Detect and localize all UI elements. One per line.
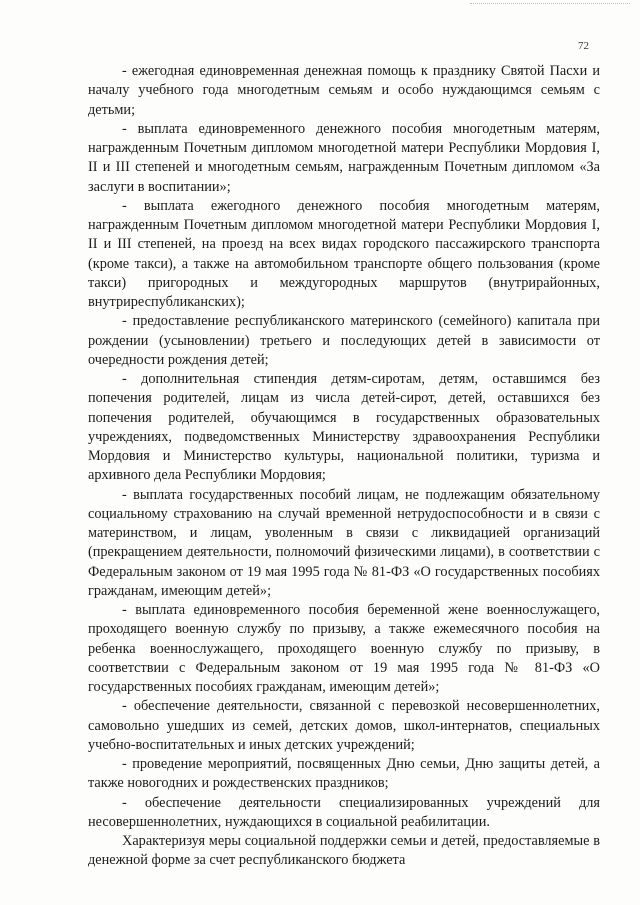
paragraph-easter-school-aid: - ежегодная единовременная денежная помощь к празднику Святой Пасхи и началу учебного года многодетным семьям и особо нуждающимся семьям с детьми;: [88, 63, 600, 118]
paragraph-transport-allowance: - выплата ежегодного денежного пособия многодетным матерям, награжденным Почетным дипломом многодетной матери Республики Мордовия I, II и III степеней, на проезд на всех видах городского пассажирского транспорта (кроме такси), а также на автомобильном транспорте общего пользования (кроме такси) пригородных и междугородных маршрутов (внутрирайонных, внутриреспубликанских);: [88, 197, 600, 310]
document-body: [88, 62, 600, 871]
paragraph-military-wife-benefit: - выплата единовременного пособия беременной жене военнослужащего, проходящего военную службу по призыву, а также ежемесячного пособия на ребенка военнослужащего, проходящего военную службу по призыву, в соответствии с Федеральным законом от 19 мая 1995 года № 81-ФЗ «О государственных пособиях гражданам, имеющим детей»;: [88, 602, 600, 695]
paragraph-rehab-institutions: - обеспечение деятельности специализированных учреждений для несовершеннолетних, нуждающихся в социальной реабилитации.: [88, 794, 600, 830]
paragraph-family-day-events: - проведение мероприятий, посвященных Дню семьи, Дню защиты детей, а также новогодних и рождественских праздников;: [88, 756, 600, 792]
paragraph-maternity-capital: - предоставление республиканского материнского (семейного) капитала при рождении (усыновлении) третьего и последующих детей в зависимости от очередности рождения детей;: [88, 313, 600, 368]
paragraph-orphan-stipend: - дополнительная стипендия детям-сиротам, детям, оставшимся без попечения родителей, лицам из числа детей-сирот, детей, оставшихся без попечения родителей, обучающимся в государственных образовательных учреждениях, подведомственных Министерству здравоохранения Республики Мордовия и Министерство культуры, национальной политики, туризма и архивного дела Республики Мордовия;: [88, 371, 600, 484]
paragraph-state-benefits: - выплата государственных пособий лицам, не подлежащим обязательному социальному страхованию на случай временной нетрудоспособности и в связи с материнством, и лицам, уволенным в связи с ликвидацией организаций (прекращением деятельности, полномочий физическими лицами), в соответствии с Федеральным законом от 19 мая 1995 года № 81-ФЗ «О государственных пособиях гражданам, имеющим детей»;: [88, 486, 600, 599]
page-number: 72: [578, 40, 589, 52]
paragraph-summary-intro: Характеризуя меры социальной поддержки семьи и детей, предоставляемые в денежной форме за счет республиканского бюджета: [88, 833, 600, 869]
paragraph-lump-sum-diploma: - выплата единовременного денежного пособия многодетным матерям, награжденным Почетным дипломом многодетной матери Республики Мордовия I, II и III степеней и многодетным семьям, награжденным Почетным дипломом «За заслуги в воспитании»;: [88, 120, 600, 195]
scan-artifact: [470, 3, 630, 8]
paragraph-minor-transport: - обеспечение деятельности, связанной с перевозкой несовершеннолетних, самовольно ушедших из семей, детских домов, школ-интернатов, специальных учебно-воспитательных и иных детских учреждений;: [88, 698, 600, 753]
